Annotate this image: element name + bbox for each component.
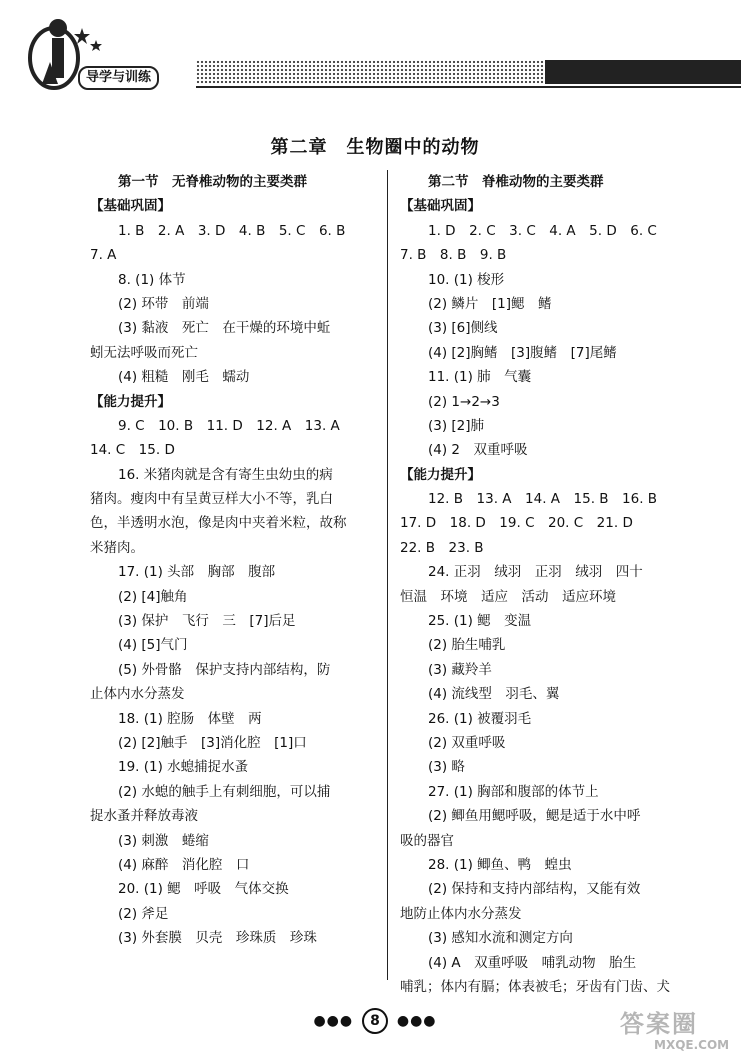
answer-line: (2) 双重呼吸 — [428, 734, 506, 751]
answer-line: 色，半透明水泡，像是肉中夹着米粒，故称 — [90, 515, 347, 532]
subsection-tag: 【能力提升】 — [400, 466, 481, 483]
answer-line: 捉水蚤并释放毒液 — [90, 808, 198, 825]
watermark — [620, 1010, 740, 1058]
answer-line: (4) 流线型 羽毛、翼 — [428, 686, 560, 703]
answer-line: 20. (1) 鳃 呼吸 气体交换 — [118, 881, 289, 898]
answer-line: (2) 胎生哺乳 — [428, 637, 506, 654]
answer-line: 猪肉。瘦肉中有呈黄豆样大小不等，乳白 — [90, 491, 333, 508]
header-rule — [196, 86, 741, 88]
answer-line: 8. (1) 体节 — [118, 271, 186, 288]
answer-line: (2) 水螅的触手上有刺细胞，可以捕 — [118, 783, 331, 800]
answer-line: (2) 环带 前端 — [118, 295, 209, 312]
answer-line: (4) 麻醉 消化腔 口 — [118, 856, 250, 873]
section-title: 第一节 无脊椎动物的主要类群 — [118, 174, 307, 190]
answer-line: 9. C 10. B 11. D 12. A 13. A — [118, 417, 340, 434]
answer-line: (4) 2 双重呼吸 — [428, 442, 528, 459]
answer-line: (3) 外套膜 贝壳 珍珠质 珍珠 — [118, 930, 317, 947]
subsection-tag: 【能力提升】 — [90, 393, 171, 410]
answer-line: 恒温 环境 适应 活动 适应环境 — [400, 588, 616, 605]
answer-line: (4) [2]胸鳍 [3]腹鳍 [7]尾鳍 — [428, 344, 617, 361]
page-header — [0, 0, 750, 110]
answer-line: 米猪肉。 — [90, 539, 144, 556]
footer-dots-right: ●●● — [396, 1013, 437, 1029]
answer-line: (4) [5]气门 — [118, 637, 188, 654]
page-number: 8 — [362, 1008, 388, 1034]
answer-line: (2) 斧足 — [118, 905, 169, 922]
answer-line: (3) 感知水流和测定方向 — [428, 930, 573, 947]
answer-line: 25. (1) 鳃 变温 — [428, 613, 532, 630]
answer-line: 24. 正羽 绒羽 正羽 绒羽 四十 — [428, 564, 643, 581]
answer-line: 12. B 13. A 14. A 15. B 16. B — [428, 491, 658, 508]
answer-list — [400, 194, 690, 999]
answer-line: 22. B 23. B — [400, 539, 484, 556]
answer-line: 蚓无法呼吸而死亡 — [90, 344, 198, 361]
answer-line: 10. (1) 梭形 — [428, 271, 505, 288]
answer-line: (3) 保护 飞行 三 [7]后足 — [118, 613, 296, 630]
answer-line: 1. D 2. C 3. C 4. A 5. D 6. C — [428, 222, 657, 239]
left-column — [90, 170, 375, 951]
answer-line: (3) 刺激 蜷缩 — [118, 832, 209, 849]
answer-line: 26. (1) 被覆羽毛 — [428, 710, 532, 727]
answer-list — [90, 194, 375, 950]
answer-line: (3) 藏羚羊 — [428, 661, 492, 678]
answer-line: (3) 黏液 死亡 在干燥的环境中蚯 — [118, 320, 331, 337]
answer-line: 16. 米猪肉就是含有寄生虫幼虫的病 — [118, 466, 333, 483]
answer-line: 17. D 18. D 19. C 20. C 21. D — [400, 515, 633, 532]
answer-line: 7. A — [90, 247, 117, 264]
answer-line: (5) 外骨骼 保护支持内部结构，防 — [118, 661, 331, 678]
answer-line: 11. (1) 肺 气囊 — [428, 369, 532, 386]
answer-line: (3) 略 — [428, 759, 465, 776]
answer-line: (2) 鳞片 [1]鳃 鳍 — [428, 295, 552, 312]
answer-line: (2) [4]触角 — [118, 588, 188, 605]
answer-line: (2) [2]触手 [3]消化腔 [1]口 — [118, 734, 307, 751]
answer-line: 27. (1) 胸部和腹部的体节上 — [428, 783, 599, 800]
footer-dots-left: ●●● — [313, 1013, 354, 1029]
watermark-text: 答案圈 — [620, 1010, 698, 1038]
watermark-url: MXQE.COM — [654, 1038, 730, 1052]
subsection-tag: 【基础巩固】 — [400, 198, 481, 215]
column-divider — [387, 170, 388, 980]
answer-line: 地防止体内水分蒸发 — [400, 905, 522, 922]
answer-line: 7. B 8. B 9. B — [400, 247, 507, 264]
answer-line: 17. (1) 头部 胸部 腹部 — [118, 564, 276, 581]
answer-line: 18. (1) 腔肠 体壁 两 — [118, 710, 262, 727]
answer-line: (4) 粗糙 刚毛 蠕动 — [118, 369, 250, 386]
chapter-title: 第二章 生物圈中的动物 — [270, 137, 480, 158]
answer-line: 19. (1) 水螅捕捉水蚤 — [118, 759, 249, 776]
answer-line: (3) [2]肺 — [428, 417, 485, 434]
answer-line: 28. (1) 鲫鱼、鸭 蝗虫 — [428, 856, 572, 873]
subsection-tag: 【基础巩固】 — [90, 198, 171, 215]
answer-line: (2) 1→2→3 — [428, 393, 500, 410]
brand-label: 导学与训练 — [78, 66, 159, 90]
header-dark-band — [545, 60, 741, 84]
answer-line: (4) A 双重呼吸 哺乳动物 胎生 — [428, 954, 637, 971]
answer-line: 止体内水分蒸发 — [90, 686, 185, 703]
answer-line: 吸的器官 — [400, 832, 454, 849]
section-title: 第二节 脊椎动物的主要类群 — [428, 174, 604, 190]
answer-line: 1. B 2. A 3. D 4. B 5. C 6. B — [118, 222, 346, 239]
right-column — [400, 170, 690, 999]
answer-line: 14. C 15. D — [90, 442, 175, 459]
answer-line: (2) 鲫鱼用鳃呼吸，鳃是适于水中呼 — [428, 808, 641, 825]
answer-line: 哺乳；体内有膈；体表被毛；牙齿有门齿、犬 — [400, 978, 670, 995]
answer-line: (2) 保持和支持内部结构，又能有效 — [428, 881, 641, 898]
answer-line: (3) [6]侧线 — [428, 320, 498, 337]
